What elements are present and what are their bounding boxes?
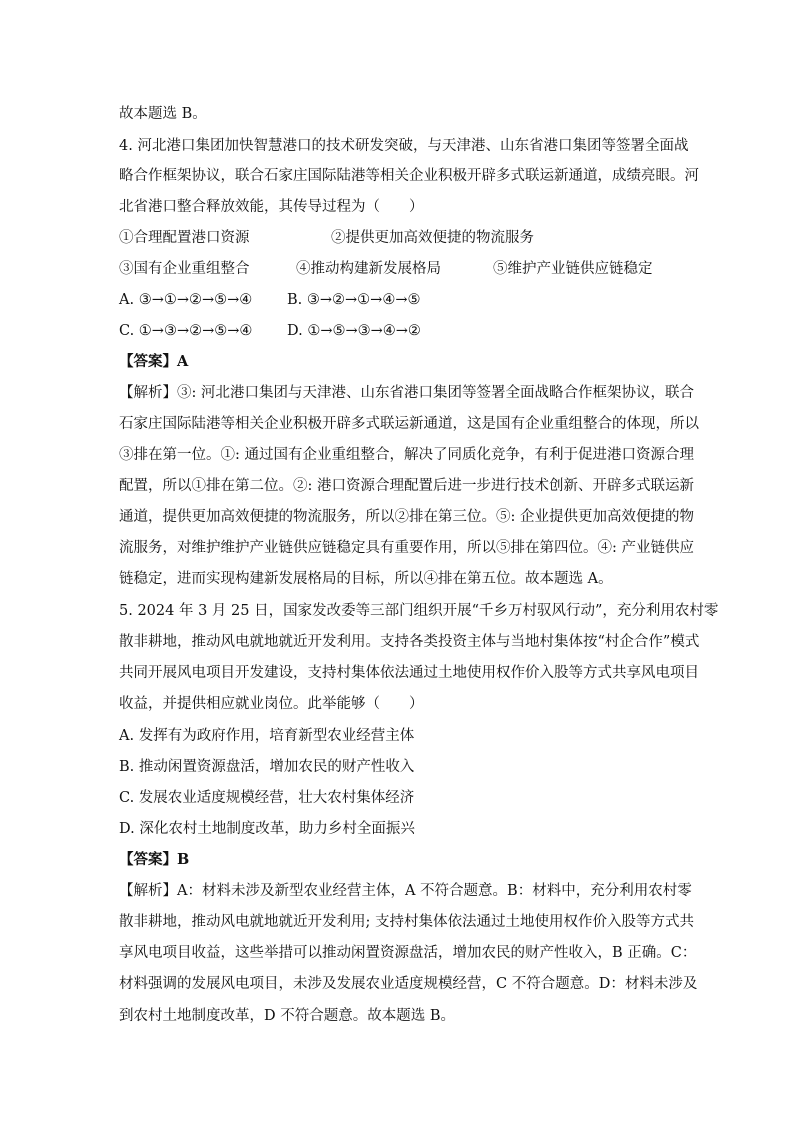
q4-item-4: ④推动构建新发展格局 — [296, 261, 441, 277]
q5-analysis-line: 享风电项目收益，这些举措可以推动闲置资源盘活，增加农民的财产性收入，B 正确。C： — [119, 945, 697, 961]
q5-analysis-line: 到农村土地制度改革，D 不符合题意。故本题选 B。 — [119, 1008, 455, 1024]
q4-analysis-line: 配置，所以①排在第二位。②: 港口资源合理配置后进一步进行技术创新、开辟多式联运新 — [119, 478, 694, 494]
q5-analysis-line: 材料强调的发展风电项目，未涉及发展农业适度规模经营，C 不符合题意。D：材料未涉及 — [119, 976, 698, 992]
q4-analysis-line: 链稳定，进而实现构建新发展格局的目标，所以④排在第五位。故本题选 A。 — [119, 571, 613, 587]
q5-choice-b: B. 推动闲置资源盘活，增加农民的财产性收入 — [119, 759, 415, 775]
q5-stem-line: 共同开展风电项目开发建设，支持村集体依法通过土地使用权作价入股等方式共享风电项目 — [119, 665, 699, 681]
q4-choice-c: C. ①→③→②→⑤→④ — [119, 323, 253, 339]
q4-stem-line: 略合作框架协议，联合石家庄国际陆港等相关企业积极开辟多式联运新通道，成绩亮眼。河 — [119, 168, 699, 184]
q4-item-5: ⑤维护产业链供应链稳定 — [493, 261, 653, 277]
q4-item-1: ①合理配置港口资源 — [119, 230, 250, 246]
q4-stem-line: 4. 河北港口集团加快智慧港口的技术研发突破，与天津港、山东省港口集团等签署全面战 — [119, 138, 689, 154]
q5-answer: 【答案】B — [119, 851, 190, 868]
q5-analysis-line: 【解析】A：材料未涉及新型农业经营主体，A 不符合题意。B：材料中，充分利用农村零 — [119, 883, 692, 899]
previous-answer-conclusion: 故本题选 B。 — [119, 106, 207, 122]
q5-choice-c: C. 发展农业适度规模经营，壮大农村集体经济 — [119, 790, 415, 806]
q5-stem-line: 收益，并提供相应就业岗位。此举能够（ ） — [119, 696, 424, 712]
q4-choice-d: D. ①→⑤→③→④→② — [287, 323, 421, 339]
q4-analysis-line: 【解析】③: 河北港口集团与天津港、山东省港口集团等签署全面战略合作框架协议，联合 — [119, 385, 694, 401]
q5-analysis-line: 散非耕地，推动风电就地就近开发利用; 支持村集体依法通过土地使用权作价入股等方式共 — [119, 914, 694, 930]
q5-choice-d: D. 深化农村土地制度改革，助力乡村全面振兴 — [119, 821, 415, 837]
q4-item-2: ②提供更加高效便捷的物流服务 — [331, 230, 534, 246]
q5-choice-a: A. 发挥有为政府作用，培育新型农业经营主体 — [119, 728, 415, 744]
q5-stem-line: 5. 2024 年 3 月 25 日，国家发改委等三部门组织开展“千乡万村驭风行动”，充分利用农村零 — [119, 603, 719, 619]
q4-answer: 【答案】A — [119, 353, 189, 370]
q4-analysis-line: 流服务，对维护维护产业链供应链稳定具有重要作用，所以⑤排在第四位。④: 产业链供应 — [119, 540, 694, 556]
q4-analysis-line: ③排在第一位。①: 通过国有企业重组整合，解决了同质化竞争，有利于促进港口资源合理 — [119, 447, 694, 463]
q4-choice-a: A. ③→①→②→⑤→④ — [119, 292, 253, 308]
q5-stem-line: 散非耕地，推动风电就地就近开发利用。支持各类投资主体与当地村集体按“村企合作”模式 — [119, 634, 700, 650]
q4-choice-b: B. ③→②→①→④→⑤ — [287, 292, 421, 308]
q4-analysis-line: 石家庄国际陆港等相关企业积极开辟多式联运新通道，这是国有企业重组整合的体现，所以 — [119, 416, 699, 432]
q4-stem-line: 北省港口整合释放效能，其传导过程为（ ） — [119, 199, 424, 215]
q4-item-3: ③国有企业重组整合 — [119, 261, 250, 277]
q4-analysis-line: 通道，提供更加高效便捷的物流服务，所以②排在第三位。⑤: 企业提供更加高效便捷的物 — [119, 509, 694, 525]
